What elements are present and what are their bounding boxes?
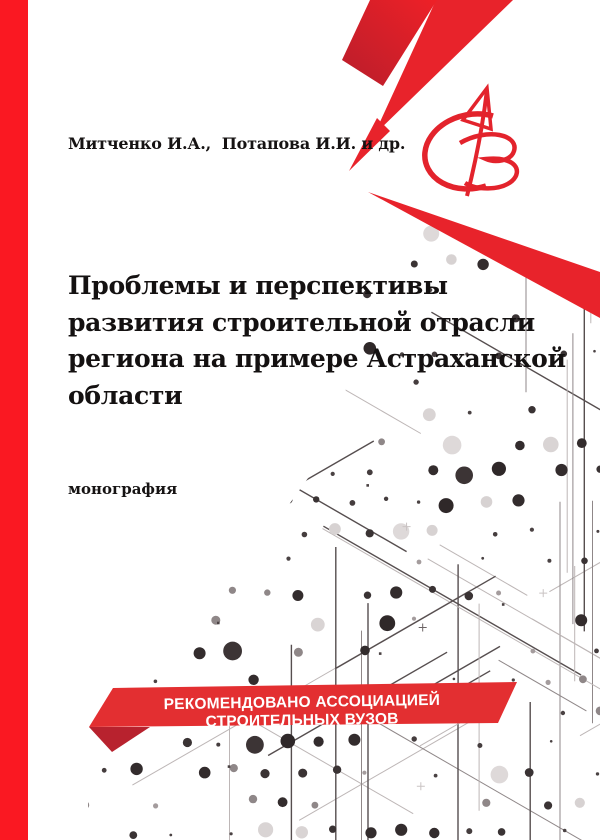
title-line: региона на примере Астраханской xyxy=(68,344,566,373)
title-line: области xyxy=(68,380,183,410)
asv-monogram-icon xyxy=(425,88,517,196)
authors-line: Митченко И.А., Потапова И.И. и др. xyxy=(68,134,406,153)
logo-b-stem xyxy=(467,90,487,196)
title-line: Проблемы и перспективы xyxy=(68,271,448,300)
spine-stripe xyxy=(0,0,28,840)
logo-b-bowls xyxy=(460,134,517,188)
ribbon-label: РЕКОМЕНДОВАНО АССОЦИАЦИЕЙ СТРОИТЕЛЬНЫХ ВУЗОВ xyxy=(163,691,441,731)
title-line: развития строительной отрасли xyxy=(68,307,535,337)
logo-flag xyxy=(463,88,491,129)
subtitle-monograph: монография xyxy=(68,480,178,498)
book-title xyxy=(68,268,568,414)
